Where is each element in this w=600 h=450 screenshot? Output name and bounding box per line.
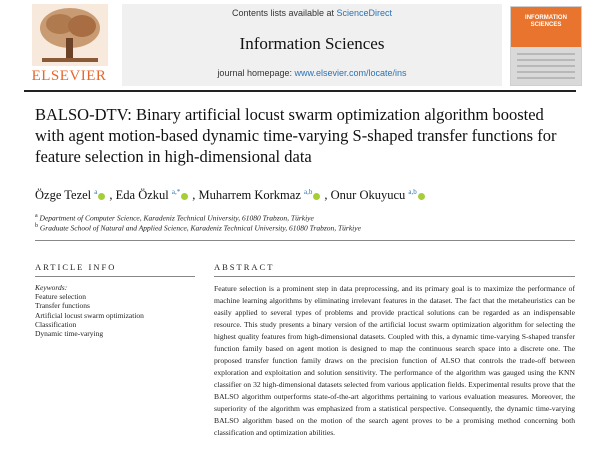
author-3[interactable] (198, 188, 324, 202)
author-4[interactable] (331, 188, 429, 202)
author-name: Eda Özkul (115, 188, 169, 203)
affiliation-label: a (35, 213, 38, 219)
cover-decoration (517, 53, 575, 83)
author-2[interactable] (116, 188, 193, 202)
keyword-item: Transfer functions (35, 301, 90, 311)
affiliation-b (35, 223, 575, 233)
journal-cover-image[interactable] (510, 6, 582, 86)
homepage-link[interactable]: www.elsevier.com/locate/ins (294, 68, 407, 78)
article-info-divider (35, 276, 195, 277)
homepage-line (122, 68, 502, 78)
author-affiliation-mark[interactable]: a,b (408, 188, 417, 196)
orcid-icon[interactable] (313, 193, 320, 200)
keyword-item: Classification (35, 319, 77, 329)
author-1[interactable] (35, 188, 109, 202)
author-name: Özge Tezel (35, 188, 92, 203)
orcid-icon[interactable] (418, 193, 425, 200)
homepage-prefix: journal homepage: (217, 68, 295, 78)
author-affiliation-mark[interactable]: a (94, 188, 98, 196)
affiliation-label: b (35, 223, 38, 229)
tree-logo-icon (32, 4, 108, 66)
publisher-logo-text: ELSEVIER (31, 68, 107, 84)
cover-title: INFORMATION SCIENCES (525, 15, 567, 28)
abstract-text: Feature selection is a prominent step in data preprocessing, and its primary goal is to maximize the performance of machine learning algorithms by eliminating irrelevant features in the dataset. The fact that the metaheuristics can be easily applied to several types of problems and provide practical solutions can be regarded as an indispensable resource. This study presents a binary version of the artificial locust swarm optimization algorithm for selecting the highest quality features from high-dimensional datasets. Coupled with this, a dynamic time-varying S-shaped transfer function family based on agent motion is designed to map the continuous search space into a discrete one. The proposed transfer function family draws on the precision function of ALSO that controls the trade-off between exploration and exploitation and solution sensitivity. The performance of the algorithm was gauged using the KNN classifier on 32 high-dimensional datasets selected from various application fields. Experimental results prove that the BALSO algorithm outperforms state-of-the-art algorithms pertaining to various evaluation measures. Moreover, the superiority of the algorithm was emphasized from a statistical perspective. Consequently, the dynamic time-varying BALSO algorithm based on the motion of the search agent proves to be a promising method concerning both classification and optimization abilities. (214, 284, 575, 437)
cover-banner (511, 7, 581, 47)
elsevier-logo[interactable] (24, 4, 114, 86)
author-name: Muharrem Korkmaz (198, 188, 301, 203)
keyword-item: Dynamic time-varying (35, 329, 104, 339)
affiliation-a (35, 213, 575, 223)
journal-info-box (122, 4, 502, 86)
abstract-heading: ABSTRACT (214, 262, 275, 272)
article-title: BALSO-DTV: Binary artificial locust swarm optimization algorithm boosted with agent motion-based dynamic time-varying S-shaped transfer functions for feature selection in high-dimensional data (35, 105, 557, 166)
author-list: Özge Tezel $^a$ , Eda Özkul $^{a,*}$ , Muharrem Korkmaz $^{a,b}$ , Onur Okuyucu $^{a,b}$ (35, 188, 575, 203)
journal-header (24, 4, 584, 86)
keyword-item: Artificial locust swarm optimization (35, 310, 144, 320)
keyword-item: Feature selection (35, 292, 87, 302)
contents-prefix: Contents lists available at (231, 8, 337, 18)
sciencedirect-link[interactable]: ScienceDirect (336, 8, 393, 18)
affiliation-text: Graduate School of Natural and Applied Science, Karadeniz Technical University, 61080 Trabzon, Türkiye (39, 223, 361, 233)
author-affiliation-mark[interactable]: a,b (304, 188, 313, 196)
contents-line (122, 8, 502, 18)
author-name: Onur Okuyucu (330, 188, 406, 203)
affiliation-divider (35, 240, 575, 241)
journal-title[interactable]: Information Sciences (239, 34, 385, 53)
author-affiliation-mark[interactable]: a,* (171, 188, 181, 196)
keywords-block (35, 283, 200, 338)
orcid-icon[interactable] (181, 193, 188, 200)
orcid-icon[interactable] (98, 193, 105, 200)
article-info-heading: ARTICLE INFO (35, 262, 117, 272)
keywords-label: Keywords: (35, 283, 68, 292)
affiliation-text: Department of Computer Science, Karadeniz Technical University, 61080 Trabzon, Türkiye (39, 213, 314, 223)
header-divider (24, 90, 576, 92)
abstract-divider (214, 276, 575, 277)
